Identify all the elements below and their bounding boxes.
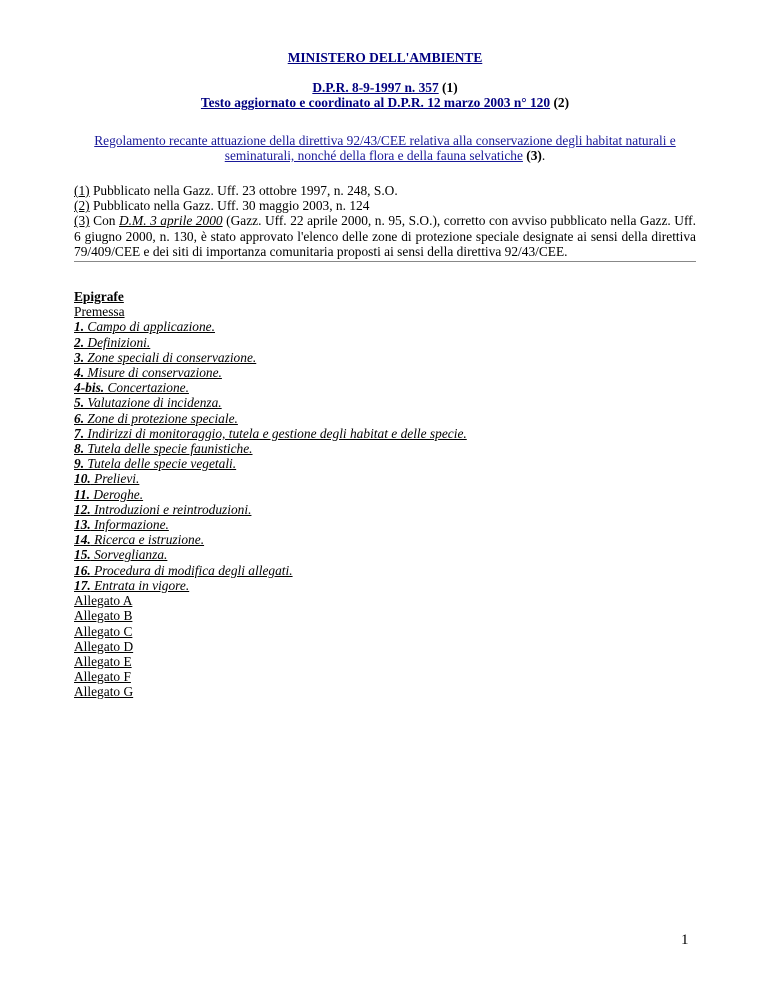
separator-rule [74,261,696,262]
toc-article-link[interactable] [74,411,238,426]
footnote-pre: Con [89,213,120,229]
toc-article-link[interactable] [74,380,189,395]
article-title: Indirizzi di monitoraggio, tutela e gestione degli habitat e delle specie. [84,425,467,441]
annex-link[interactable]: Allegato B [74,608,133,624]
toc-article-item[interactable] [74,487,696,502]
footnote-ref[interactable]: (1) [74,183,90,199]
article-title: Zone di protezione speciale. [84,410,238,426]
article-title: Zone speciali di conservazione. [84,349,257,365]
toc-article-item[interactable] [74,380,696,395]
table-of-contents [74,289,696,699]
toc-article-link[interactable] [74,578,189,593]
update-line [74,95,696,110]
footnote-text: Pubblicato nella Gazz. Uff. 23 ottobre 1997, n. 248, S.O. [89,183,398,199]
article-title: Deroghe. [90,486,144,502]
article-title: Informazione. [90,517,169,533]
article-number: 17. [74,577,91,593]
footnote-text: Pubblicato nella Gazz. Uff. 30 maggio 2003, n. 124 [89,198,370,214]
toc-article-link[interactable] [74,319,215,334]
decree-heading [74,80,696,110]
annex-link[interactable]: Allegato E [74,653,132,669]
article-number: 1. [74,319,85,335]
toc-article-item[interactable] [74,547,696,562]
article-title: Tutela delle specie faunistiche. [84,441,253,457]
article-title: Tutela delle specie vegetali. [84,456,237,472]
toc-article-link[interactable] [74,335,150,350]
article-number: 9. [74,456,85,472]
toc-article-link[interactable] [74,441,253,456]
annex-link[interactable]: Allegato G [74,684,134,700]
toc-annex-item[interactable] [74,684,696,699]
toc-article-item[interactable] [74,395,696,410]
article-title: Concertazione. [104,380,189,396]
subject-link[interactable]: Regolamento recante attuazione della direttiva 92/43/CEE relativa alla conservazione degli habitat naturali e seminaturali, nonché della flora e della fauna selvatiche [94,132,676,163]
toc-article-item[interactable] [74,426,696,441]
article-title: Ricerca e istruzione. [90,532,205,548]
article-number: 2. [74,334,85,350]
article-number: 11. [74,486,90,502]
footnote-2 [74,198,696,213]
article-title: Misure di conservazione. [84,365,222,381]
toc-article-link[interactable] [74,532,204,547]
footnote-ref[interactable]: (2) [74,198,90,214]
toc-article-link[interactable] [74,456,236,471]
toc-article-item[interactable] [74,335,696,350]
article-number: 14. [74,532,91,548]
toc-article-item[interactable] [74,456,696,471]
toc-article-link[interactable] [74,350,256,365]
article-number: 15. [74,547,91,563]
ministry-heading[interactable] [74,50,696,65]
toc-article-link[interactable] [74,517,169,532]
toc-annex-item[interactable] [74,608,696,623]
article-title: Introduzioni e reintroduzioni. [90,501,252,517]
subject-note-ref: (3) [526,147,542,163]
article-title: Sorveglianza. [90,547,168,563]
toc-article-item[interactable] [74,471,696,486]
toc-article-link[interactable] [74,471,139,486]
article-number: 13. [74,517,91,533]
toc-articles [74,319,696,593]
article-title: Prelievi. [90,471,140,487]
toc-article-item[interactable] [74,365,696,380]
article-title: Definizioni. [84,334,151,350]
subject-title [74,133,696,163]
article-number: 7. [74,425,85,441]
article-number: 4. [74,365,85,381]
decree-line [74,80,696,95]
toc-article-item[interactable] [74,563,696,578]
decree-link[interactable]: D.P.R. 8-9-1997 n. 357 [312,80,439,96]
document-body [74,50,696,700]
toc-premessa[interactable] [74,304,696,319]
toc-annex-item[interactable] [74,624,696,639]
annex-link[interactable]: Allegato C [74,623,133,639]
toc-article-item[interactable] [74,411,696,426]
toc-article-item[interactable] [74,441,696,456]
update-note-ref: (2) [553,95,570,111]
article-number: 5. [74,395,85,411]
toc-article-item[interactable] [74,350,696,365]
toc-article-link[interactable] [74,563,293,578]
article-number: 8. [74,441,85,457]
article-number: 4-bis. [74,380,105,396]
article-title: Valutazione di incidenza. [84,395,222,411]
dm-link[interactable]: D.M. 3 aprile 2000 [119,213,223,229]
toc-annex-item[interactable] [74,593,696,608]
annex-link[interactable]: Allegato D [74,638,134,654]
toc-article-item[interactable] [74,517,696,532]
page-number: 1 [681,932,689,948]
footnotes [74,183,696,259]
toc-annex-item[interactable] [74,639,696,654]
article-title: Entrata in vigore. [90,577,190,593]
annex-link[interactable]: Allegato F [74,669,131,685]
article-number: 10. [74,471,91,487]
ministry-link[interactable]: MINISTERO DELL'AMBIENTE [287,50,483,65]
toc-article-link[interactable] [74,487,143,502]
toc-epigrafe[interactable] [74,289,696,304]
footnote-1 [74,183,696,198]
toc-article-item[interactable] [74,578,696,593]
toc-annex-item[interactable] [74,669,696,684]
subject-end: . [541,147,546,163]
toc-article-item[interactable] [74,502,696,517]
article-number: 16. [74,562,91,578]
toc-annex-item[interactable] [74,654,696,669]
footnote-3 [74,213,696,259]
annex-link[interactable]: Allegato A [74,593,133,609]
article-title: Campo di applicazione. [84,319,215,335]
toc-article-item[interactable] [74,532,696,547]
toc-article-link[interactable] [74,395,222,410]
footnote-ref[interactable]: (3) [74,213,90,229]
toc-article-link[interactable] [74,426,467,441]
article-number: 3. [74,349,85,365]
toc-article-link[interactable] [74,547,167,562]
decree-note-ref: (1) [442,80,458,96]
article-number: 12. [74,501,91,517]
article-number: 6. [74,410,85,426]
toc-article-link[interactable] [74,365,222,380]
toc-annexes [74,593,696,699]
update-link[interactable]: Testo aggiornato e coordinato al D.P.R. 12 marzo 2003 n° 120 [200,95,551,111]
toc-article-item[interactable] [74,319,696,334]
toc-article-link[interactable] [74,502,251,517]
footnote-text: (Gazz. Uff. 22 aprile 2000, n. 95, S.O.), corretto con avviso pubblicato nella Gazz. Uff. 6 giugno 2000, n. 130, è stato approvato l'elenco delle zone di protezione speciale designate ai sensi della direttiva 79/409/CEE e dei siti di importanza comunitaria proposti ai sensi della direttiva 92/43/CEE. [74,213,696,259]
article-title: Procedura di modifica degli allegati. [90,562,293,578]
epigrafe-link[interactable]: Epigrafe [74,289,124,305]
premessa-link[interactable]: Premessa [74,304,125,320]
